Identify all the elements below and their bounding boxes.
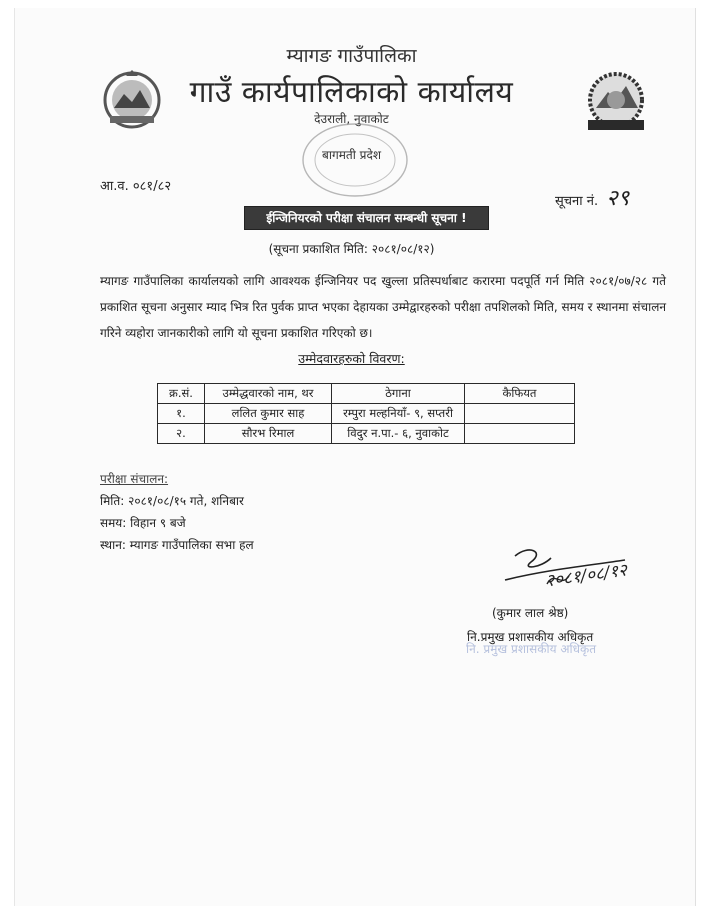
cell-remarks <box>465 424 575 444</box>
table-row <box>158 404 575 424</box>
candidates-table <box>157 383 575 444</box>
notice-number-value: २९ <box>606 186 630 211</box>
exam-place: स्थान: म्यागङ गाउँपालिका सभा हल <box>100 538 254 552</box>
municipality-name: म्यागङ गाउँपालिका <box>286 45 417 67</box>
published-date: (सूचना प्रकाशित मिति: २०८१/०८/१२) <box>268 242 435 256</box>
province-name: बागमती प्रदेश <box>321 148 381 162</box>
office-stamp-icon <box>300 120 410 200</box>
office-address: देउराली, नुवाकोट <box>314 112 389 126</box>
signature-handwritten-date: २०८१/०८/१२ <box>544 560 629 592</box>
signatory-stamp: नि. प्रमुख प्रशासकीय अधिकृत <box>466 642 597 656</box>
cell-serial: २. <box>158 424 205 444</box>
table-header-row <box>158 384 575 404</box>
exam-time: समय: विहान ९ बजे <box>100 516 186 530</box>
cell-address: विदुर न.पा.- ६, नुवाकोट <box>332 424 465 444</box>
table-row <box>158 424 575 444</box>
notice-subject: ईन्जिनियरको परीक्षा संचालन सम्बन्धी सूचना ! <box>244 206 489 230</box>
cell-remarks <box>465 404 575 424</box>
exam-heading: परीक्षा संचालन: <box>100 472 169 486</box>
candidates-heading: उम्मेदवारहरुको विवरण: <box>298 351 405 366</box>
col-name: उम्मेद्धवारको नाम, थर <box>205 384 332 404</box>
cell-address: रम्पुरा मल्हनियाँ- ९, सप्तरी <box>332 404 465 424</box>
col-remarks: कैफियत <box>465 384 575 404</box>
signatory-name: (कुमार लाल श्रेष्ठ) <box>492 606 569 620</box>
office-name: गाउँ कार्यपालिकाको कार्यालय <box>189 75 514 110</box>
notice-number <box>555 182 629 212</box>
fiscal-year: आ.व. ०८१/८२ <box>100 179 172 194</box>
cell-name: ललित कुमार साह <box>205 404 332 424</box>
exam-date: मिति: २०८१/०८/१५ गते, शनिबार <box>100 494 244 508</box>
notice-body: म्यागङ गाउँपालिका कार्यालयको लागि आवश्यक ईन्जिनियर पद खुल्ला प्रतिस्पर्धाबाट करारमा पदपूर्ति गर्न मिति २०८१/०७/२८ गते प्रकाशित सूचना अनुसार म्याद भित्र रित पुर्वक प्राप्त भएका देहायका उम्मेद्वारहरुको परीक्षा तपशिलको मिति, समय र स्थानमा संचालन गरिने व्यहोरा जानकारीको लागि यो सूचना प्रकाशित गरिएको छ। <box>100 274 666 340</box>
cell-name: सौरभ रिमाल <box>205 424 332 444</box>
col-serial: क्र.सं. <box>158 384 205 404</box>
cell-serial: १. <box>158 404 205 424</box>
signatory-title: नि.प्रमुख प्रशासकीय अधिकृत <box>467 630 594 644</box>
col-address: ठेगाना <box>332 384 465 404</box>
notice-number-label: सूचना नं. <box>555 194 599 209</box>
